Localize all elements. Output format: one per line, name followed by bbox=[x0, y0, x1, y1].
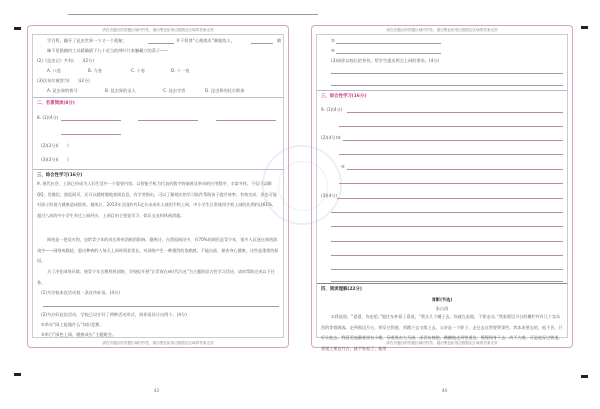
answer-line[interactable] bbox=[343, 140, 563, 141]
item-3-label: ③ bbox=[331, 38, 335, 43]
q9-paragraph-2: 网络是一把双刃剑，也给青少年的成长带来消极的影响。据统计，在我国网民中，有70%的网民是青少年，很多人沉迷在网络游戏中——网络成瘾症。患这种病的人每天上网时间非常长，对网络产生一种强烈的依赖感，不能自拔，损害身心健康，这些是重要的原因。 bbox=[37, 237, 279, 263]
answer-line[interactable] bbox=[339, 183, 563, 184]
answer-area bbox=[32, 34, 284, 338]
intro-line: 并于科普“心理战术”制服敌人， bbox=[176, 38, 235, 43]
intro-line: 随 bbox=[277, 38, 282, 43]
top-rule bbox=[68, 14, 318, 15]
q9-paragraph-3: 为了净化网络环境，使青少年合理利用网络，学校拟开展“让青春在e时代闪光”为主题的综合性学习活动，请你帮助完成以下任务。 bbox=[37, 269, 275, 285]
section-4-title: 四、阅读理解(22分) bbox=[321, 287, 362, 292]
section-3 bbox=[33, 169, 283, 337]
q3-option-d[interactable]: D. 昆虫界的托尔斯泰 bbox=[205, 88, 245, 93]
section-2 bbox=[33, 97, 283, 169]
item-4-label: ④ bbox=[331, 48, 335, 53]
answer-line[interactable] bbox=[61, 120, 121, 121]
answer-line[interactable] bbox=[336, 53, 441, 54]
q3-option-b[interactable]: B. 昆虫界的圣人 bbox=[105, 88, 136, 93]
answer-line[interactable] bbox=[138, 120, 198, 121]
q2-option-b[interactable]: B. 九卷 bbox=[88, 68, 102, 73]
page-number-left: 43 bbox=[154, 388, 160, 393]
registration-mark-bottom-left bbox=[14, 373, 21, 376]
passage-text: ①我说道，“爸爸，你走吧。”他往车外看了看说，“我买几个橘子去。你就在此地，不要走动。”我看那边月台的栅栏外有几个卖东西的等着顾客。走到那边月台，须穿过铁道，须跳下去又爬上去。父亲是一个胖子，走过去自然要费事些。我本来要去的，他不肯，只好让他去。我看见他戴着黑布小帽，穿着黑布大马褂，深青布棉袍，蹒跚地走到铁道边，慢慢探身下去，尚不大难。可是他穿过铁道，要爬上那边月台，就不容易了。他用 bbox=[321, 314, 563, 351]
q3-option-a[interactable]: A. 昆虫界的荷马 bbox=[47, 88, 78, 93]
registration-mark-top-left bbox=[14, 27, 21, 30]
passage-title: 背影(节选) bbox=[431, 297, 453, 302]
q8-1-label: 8. (1)(4分) bbox=[37, 115, 59, 120]
intro-line: 学百科，翻开了昆虫世界一个又一个奥秘； bbox=[47, 38, 127, 43]
answer-line[interactable] bbox=[61, 134, 121, 135]
q8-2-label: (2)(2分)( ) bbox=[41, 143, 69, 148]
q9-2-label: (2)为办好此次活动，学校已设计好了两种活动形式，请你再设计出两个。(4分) bbox=[41, 312, 187, 317]
section-3 bbox=[317, 90, 567, 283]
answer-line[interactable] bbox=[331, 241, 563, 242]
answer-line[interactable] bbox=[216, 120, 276, 121]
answer-line[interactable] bbox=[339, 154, 563, 155]
page-header: 请在各题目的答题区域内作答，超出黑色矩形边框限定区域的答案无效 bbox=[102, 28, 214, 32]
passage-author: 朱自清 bbox=[435, 306, 449, 311]
blank-line bbox=[251, 43, 273, 44]
answer-line[interactable] bbox=[347, 169, 563, 170]
answer-line[interactable] bbox=[347, 112, 563, 113]
blank-line bbox=[148, 43, 174, 44]
answer-line[interactable] bbox=[43, 306, 279, 307]
answer-line[interactable] bbox=[331, 212, 563, 213]
q9-2-item-1: ①举办“网上能做什么”知识竞赛。 bbox=[41, 322, 104, 327]
q9-3-label: (3)(4分) bbox=[321, 193, 338, 198]
q2-option-a[interactable]: A. 八卷 bbox=[47, 68, 61, 73]
question-3-label: (3)法布尔被誉为( )(2分) bbox=[37, 78, 90, 83]
question-2-label: (2)《昆虫记》共有( )(2分) bbox=[37, 58, 95, 63]
page-footer: 请在各题目的答题区域内作答，超出黑色矩形边框限定区域的答案无效 bbox=[102, 341, 214, 345]
q3-option-c[interactable]: C. 昆虫学者 bbox=[163, 88, 186, 93]
intro-line: 睐不见猎捕何工具精确猜下九十近当的两叶片来触藏穴的蒸子—— bbox=[47, 48, 169, 53]
q2-option-c[interactable]: C. 十卷 bbox=[131, 68, 145, 73]
answer-line[interactable] bbox=[331, 226, 563, 227]
answer-line[interactable] bbox=[331, 73, 563, 74]
q9-1-label: (1)为学校本次活动拟一条宣传标语。(4分) bbox=[41, 290, 120, 295]
answer-line[interactable] bbox=[331, 255, 563, 256]
q9-1-label: 9. (1)(4分) bbox=[321, 107, 343, 112]
q3-label: (3)请你以校长的身份，给学生提出两点上网的要求。(4分) bbox=[331, 58, 440, 63]
q9-2-label: (2)(4分)③ bbox=[321, 135, 341, 140]
page-footer: 请在各题目的答题区域内作答，超出黑色矩形边框限定区域的答案无效 bbox=[386, 341, 498, 345]
page-header: 请在各题目的答题区域内作答，超出黑色矩形边框限定区域的答案无效 bbox=[386, 28, 498, 32]
answer-line[interactable] bbox=[339, 126, 563, 127]
answer-line[interactable] bbox=[331, 269, 563, 270]
q8-3-label: (3)(2分)( ) bbox=[41, 157, 69, 162]
q9-2b-label: ④ bbox=[341, 164, 345, 169]
q2-option-d[interactable]: D. 十一卷 bbox=[171, 68, 190, 73]
page-number-right: 44 bbox=[442, 388, 448, 393]
section-3-title: 三、综合性学习(16分) bbox=[321, 94, 367, 99]
left-page bbox=[27, 25, 289, 348]
answer-line[interactable] bbox=[331, 281, 563, 282]
registration-mark-top-right bbox=[581, 26, 588, 29]
right-page bbox=[311, 25, 573, 351]
answer-line[interactable] bbox=[331, 85, 563, 86]
q9-2-item-2: ②举行“绿色上网，健康成长”主题班会。 bbox=[41, 332, 117, 337]
q9-paragraph-1: 9. 现代社会，上网已经成为人们生活中一个重要内容。以智能手机为代表的数字终端普及带动的应用程序，丰富多样，不仅可以聊QQ、发微信、浏览网页，还可以随时随地查阅信息。有学者指出，可以了解现实的学习软件帮助孩子提升效率，有效完成，但也可能对孩子的视力健康造成损害。据统计，2013年全国约有1亿名未成年人使用手机上网，中小学生日常使用手机上网的比例约达61%，超过八成的中小学生有过上网经历，上网目的主要是学习、娱乐交友和休闲消遣。 bbox=[37, 181, 277, 218]
registration-mark-bottom-right bbox=[581, 375, 588, 378]
section-2-title: 二、名著阅读(8分) bbox=[37, 101, 75, 106]
answer-line[interactable] bbox=[337, 198, 563, 199]
section-3-title: 三、综合性学习(16分) bbox=[37, 173, 83, 178]
answer-line[interactable] bbox=[336, 43, 441, 44]
